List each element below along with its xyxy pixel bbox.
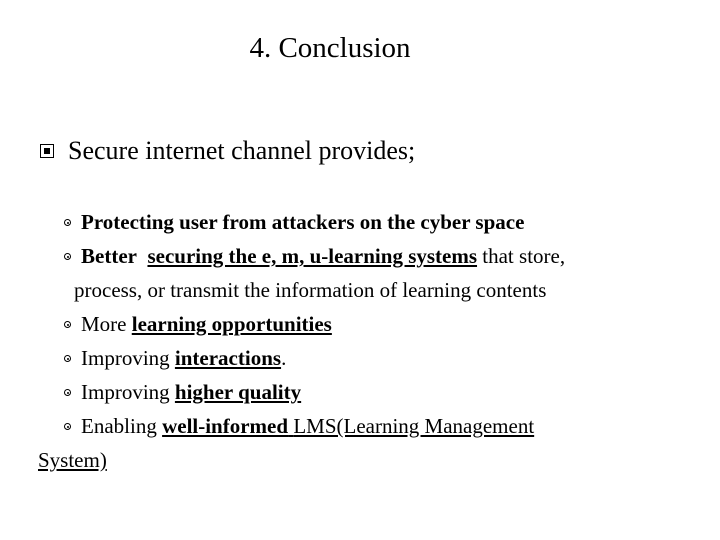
item-lead: Improving bbox=[81, 346, 170, 370]
bullet-list bbox=[38, 205, 682, 477]
item-continuation-text: process, or transmit the information of learning contents bbox=[74, 278, 547, 302]
item-underlined: higher quality bbox=[174, 380, 302, 404]
bullet-icon bbox=[64, 423, 71, 430]
list-item-continuation bbox=[38, 443, 682, 477]
bullet-icon bbox=[64, 219, 71, 226]
item-lead: Enabling bbox=[81, 414, 157, 438]
list-item bbox=[62, 375, 682, 409]
bullet-icon bbox=[64, 321, 71, 328]
item-tail: . bbox=[281, 346, 287, 370]
item-tail: that store, bbox=[482, 244, 566, 268]
list-item bbox=[62, 205, 682, 239]
bullet-icon bbox=[64, 355, 71, 362]
page-title: 4. Conclusion bbox=[249, 32, 411, 64]
square-bullet-icon bbox=[40, 144, 54, 158]
bullet-icon bbox=[64, 389, 71, 396]
list-item bbox=[62, 307, 682, 341]
item-underlined: well-informed bbox=[162, 414, 289, 438]
main-point bbox=[40, 134, 415, 168]
item-lead: Better bbox=[81, 244, 137, 268]
item-underlined: securing the e, m, u-learning systems bbox=[147, 244, 478, 268]
item-text: Protecting user from attackers on the cyber space bbox=[81, 210, 525, 234]
list-item bbox=[62, 341, 682, 375]
list-item-continuation bbox=[62, 273, 682, 307]
list-item bbox=[62, 239, 682, 273]
item-underlined-tail: LMS(Learning Management bbox=[293, 414, 535, 438]
main-point-text: Secure internet channel provides; bbox=[68, 136, 416, 165]
list-item bbox=[62, 409, 682, 443]
item-lead: Improving bbox=[81, 380, 170, 404]
item-underlined: interactions bbox=[174, 346, 282, 370]
item-underlined: learning opportunities bbox=[131, 312, 332, 336]
item-lead: More bbox=[81, 312, 127, 336]
item-continuation-text: System) bbox=[38, 448, 107, 472]
bullet-icon bbox=[64, 253, 71, 260]
